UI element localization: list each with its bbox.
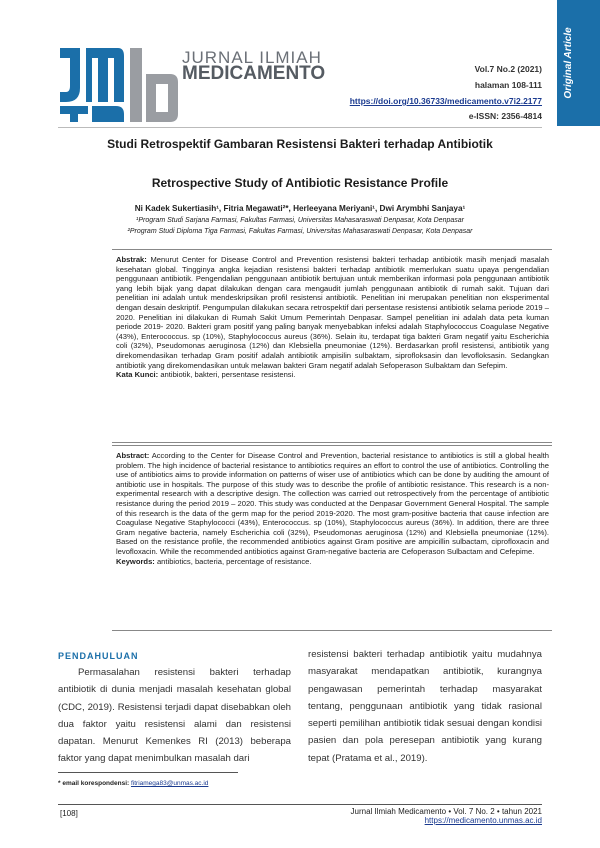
title-indonesian: Studi Retrospektif Gambaran Resistensi Bakteri terhadap Antibiotik <box>107 137 493 151</box>
footer-journal <box>351 807 543 825</box>
footer-rule <box>58 804 542 805</box>
abstract-english <box>112 445 552 631</box>
original-article-ribbon <box>557 0 600 126</box>
section-heading: PENDAHULUAN <box>58 651 139 661</box>
journal-name-line1: JURNAL ILMIAH <box>182 48 322 67</box>
footnote-label: * email korespondensi: <box>58 780 130 787</box>
journal-name-line2: MEDICAMENTO <box>182 63 326 84</box>
logo-mark-icon <box>58 44 180 122</box>
footnote <box>58 780 208 787</box>
author-list: Ni Kadek Sukertiasih¹, Fitria Megawati²*, Herleeyana Meriyani¹, Dwi Arymbhi Sanjaya¹ <box>134 204 466 213</box>
abstract-id-text: Menurut Center for Disease Control and Prevention resistensi bakteri terhadap antibiotik masih menjadi masalah kesehatan global. Tingginya angka kejadian resistensi bakteri terhadap antibiotik memerlukan suatu upaya pengendalian penggunaan antibiotik. Pengendalian penggunaan antibiotik bertujuan untuk memberikan informasi pola penggunaan antibiotik yang lebih bijak yang dapat dilakukan dengan cara mengaudit jumlah penggunaan antibiotik di rumah sakit. Tujuan dari penelitian ini adalah untuk mendeskripsikan profil resistensi antibiotik. Penelitian ini merupakan penelitian non eksperimental dengan desain deskriptif. Pengumpulan dilakukan secara retrospektif dari persentase resistensi antibiotik selama periode 2019 – 2020. Penelitian ini dilakukan di Rumah Sakit Umum Pemerintah Denpasar. Sampel penelitian ini adalah data peta kuman periode 2019- 2020. Bakteri gram positif yang paling banyak menyebabkan infeksi adalah Staphylococcus Coagulase Negative (43%), Enterococcus. sp (10%), Staphylococcus aureus (36%). Selain itu, terdapat tiga bakteri Gram negatif yaitu Escherichia coli (32%), Pseudomonas aeruginosa (12%) dan Klebsiella pneumoniae (12%). Berdasarkan profil resistensi, antibiotik yang direkomendasikan terhadap Gram positif adalah antibiotik ampisilin sulbaktam, siprofloksasin dan levofloksasin. Sedangkan antibiotik yang direkomendasikan untuk melawan bakteri Gram negatif adalah Sefoperason Sulbaktam dan Sefepim. <box>116 255 549 370</box>
footer-journal-name: Jurnal Ilmiah Medicamento • Vol. 7 No. 2 • tahun 2021 <box>350 807 542 816</box>
abstract-en-label: Abstract: <box>116 451 150 460</box>
doi-link[interactable]: https://doi.org/10.36733/medicamento.v7i2.2177 <box>349 96 542 106</box>
keywords-en: antibiotics, bacteria, percentage of resistance. <box>156 556 312 566</box>
keywords-id: antibiotik, bakteri, persentase resistensi. <box>160 370 296 380</box>
keywords-id-label: Kata Kunci: <box>116 370 159 380</box>
eissn-info: e-ISSN: 2356-4814 <box>468 111 542 121</box>
footnote-rule <box>58 772 238 773</box>
abstract-id-label: Abstrak: <box>116 255 147 264</box>
body-right-column: resistensi bakteri terhadap antibiotik yaitu mudahnya masyarakat mendapatkan antibiotik, kurangnya pengawasan pemerintah terhadap masyarakat tentang, penggunaan antibiotik yang tidak rasional seperti pemilihan antibiotik tidak sesuai dengan kondisi pasien dan pola peresepan antibiotik yang kurang tepat (Pratama et al., 2019). <box>308 649 542 764</box>
abstract-en-text: According to the Center for Disease Control and Prevention, bacterial resistance to antibiotics is still a global health problem. The high incidence of bacterial resistance to antibiotics requires an effort to control the use of antibiotics. Controlling the use of antibiotics aims to provide information on patterns of wiser use of antibiotics which can be done by auditing the amount of antibiotic use in hospitals. The purpose of this study was to describe the profile of antibiotic resistance. This research is a non-experimental research with a descriptive design. The collection was carried out retrospectively from the percentage of antibiotic resistance during the period 2019 – 2020. This study was conducted at the Denpasar Government General Hospital. The sample of this research is the data of the germ map for the period 2019-2020. The most gram-positive bacteria that cause infection are Coagulase Negative Staphylococci (43%), Enterococcus. sp (10%), Staphylococcus aureus (36%). In addition, there are three Gram negative bacteria, namely Escherichia coli (32%), Pseudomonas aeruginosa (12%) and Klebsiella pneumoniae (12%). Based on the resistance profile, the recommended antibiotics against Gram positive are ampicillin sulbactam, ciprofloxacin and levofloxacin. While the recommended antibiotics against Gram-negative bacteria are Cefoperason Sulbactam and Cefepime. <box>116 451 549 556</box>
volume-info: Vol.7 No.2 (2021) <box>474 64 542 74</box>
ribbon-label: Original Article <box>563 27 574 99</box>
affiliation-1: ¹Program Studi Sarjana Farmasi, Fakultas Farmasi, Universitas Mahasaraswati Denpasar, Kota Denpasar <box>136 217 464 224</box>
abstract-indonesian <box>112 249 552 443</box>
title-english: Retrospective Study of Antibiotic Resistance Profile <box>151 176 449 190</box>
body-left-column: Permasalahan resistensi bakteri terhadap antibiotik di dunia menjadi masalah kesehatan global (CDC, 2019). Resistensi terjadi dapat disebabkan oleh dua faktor yaitu resistensi alami dan resistensi dapatan. Menurut Kemenkes RI (2013) beberapa faktor yang dapat menimbulkan masalah dari <box>58 667 291 765</box>
journal-logo <box>58 44 180 122</box>
pages-info: halaman 108-111 <box>474 80 542 90</box>
affiliation-2: ²Program Studi Diploma Tiga Farmasi, Fakultas Farmasi, Universitas Mahasaraswati Denpasar, Kota Denpasar <box>127 228 473 235</box>
footer-url-link[interactable]: https://medicamento.unmas.ac.id <box>424 816 542 825</box>
page-number: [108] <box>60 809 78 818</box>
keywords-en-label: Keywords: <box>116 556 155 566</box>
header-divider <box>58 127 542 128</box>
email-link[interactable]: fitriamega83@unmas.ac.id <box>130 780 209 787</box>
